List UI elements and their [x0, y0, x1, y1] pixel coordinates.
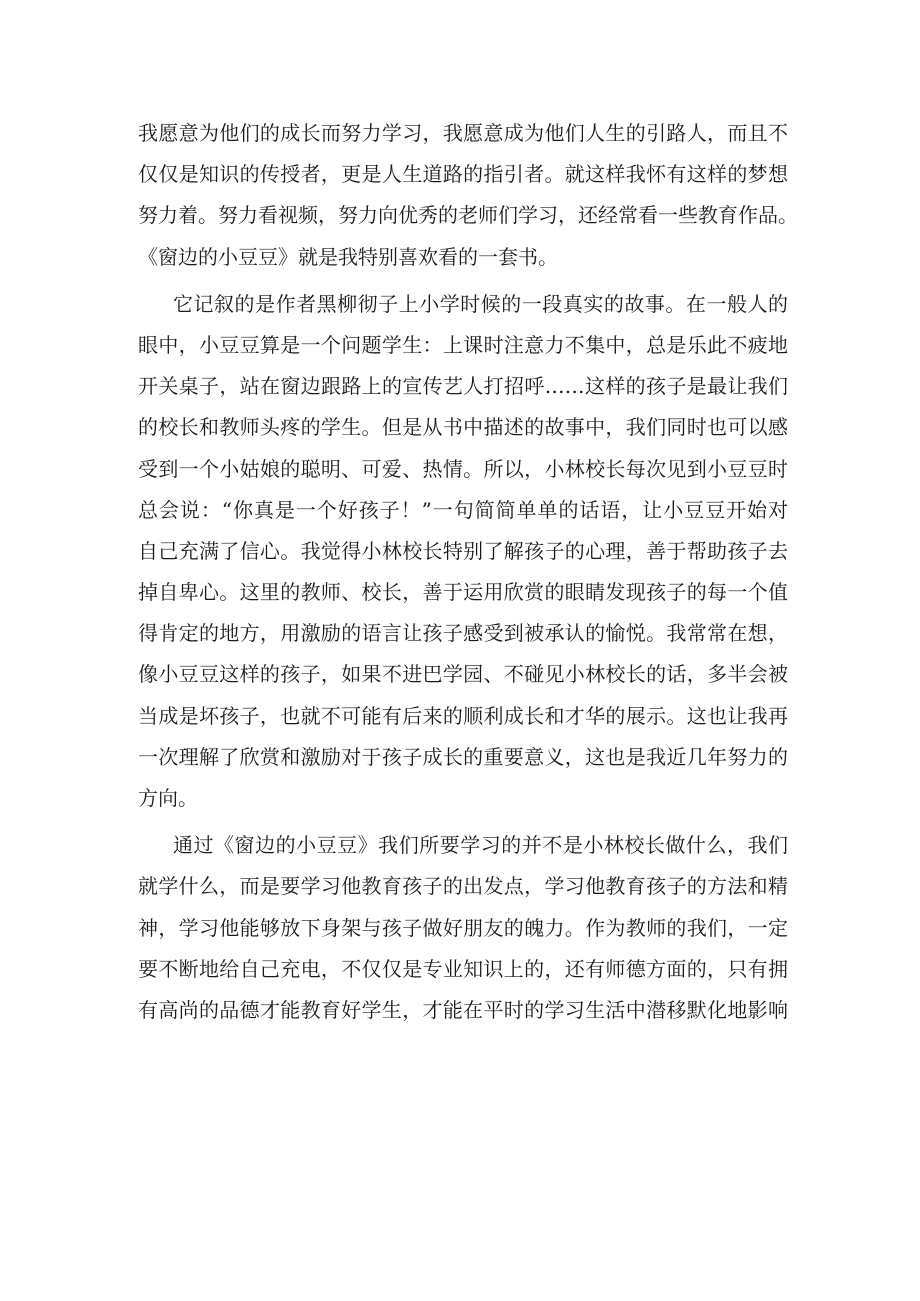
text-line: 自己充满了信心。我觉得小林校长特别了解孩子的心理，善于帮助孩子去 — [138, 538, 788, 563]
text-line: 努力着。努力看视频，努力向优秀的老师们学习，还经常看一些教育作品。 — [138, 203, 798, 228]
text-line: 通过《窗边的小豆豆》我们所要学习的并不是小林校长做什么，我们 — [173, 833, 788, 858]
text-line: 像小豆豆这样的孩子，如果不进巴学园、不碰见小林校长的话，多半会被 — [138, 662, 788, 687]
text-line: 当成是坏孩子，也就不可能有后来的顺利成长和才华的展示。这也让我再 — [138, 703, 788, 728]
paragraph-3 — [138, 825, 788, 1031]
text-line: 得肯定的地方，用激励的语言让孩子感受到被承认的愉悦。我常常在想， — [138, 621, 788, 646]
text-line: 受到一个小姑娘的聪明、可爱、热情。所以，小林校长每次见到小豆豆时 — [138, 456, 788, 481]
text-line: 方向。 — [138, 786, 198, 810]
paragraph-2 — [138, 284, 788, 819]
text-line: 开关桌子，站在窗边跟路上的宣传艺人打招呼……这样的孩子是最让我们 — [138, 374, 788, 399]
text-line: 总会说：“你真是一个好孩子！”一句简简单单的话语，让小豆豆开始对 — [138, 497, 788, 522]
text-line: 我愿意为他们的成长而努力学习，我愿意成为他们人生的引路人，而且不 — [138, 121, 788, 145]
text-line: 它记叙的是作者黑柳彻子上小学时候的一段真实的故事。在一般人的 — [173, 291, 788, 316]
text-line: 神，学习他能够放下身架与孩子做好朋友的魄力。作为教师的我们，一定 — [138, 915, 788, 940]
text-line: 的校长和教师头疼的学生。但是从书中描述的故事中，我们同时也可以感 — [138, 415, 788, 440]
text-line: 眼中，小豆豆算是一个问题学生：上课时注意力不集中，总是乐此不疲地 — [138, 332, 788, 357]
text-line: 就学什么，而是要学习他教育孩子的出发点，学习他教育孩子的方法和精 — [138, 874, 788, 899]
text-line: 《窗边的小豆豆》就是我特别喜欢看的一套书。 — [138, 244, 558, 269]
text-line: 要不断地给自己充电，不仅仅是专业知识上的，还有师德方面的，只有拥 — [138, 956, 788, 981]
text-line: 仅仅是知识的传授者，更是人生道路的指引者。就这样我怀有这样的梦想 — [138, 162, 788, 187]
text-line: 掉自卑心。这里的教师、校长，善于运用欣赏的眼睛发现孩子的每一个值 — [138, 580, 788, 605]
text-line: 有高尚的品德才能教育好学生，才能在平时的学习生活中潜移默化地影响 — [138, 997, 788, 1022]
text-line: 一次理解了欣赏和激励对于孩子成长的重要意义，这也是我近几年努力的 — [138, 744, 788, 769]
paragraph-1 — [138, 113, 798, 278]
body-text — [138, 113, 798, 1031]
